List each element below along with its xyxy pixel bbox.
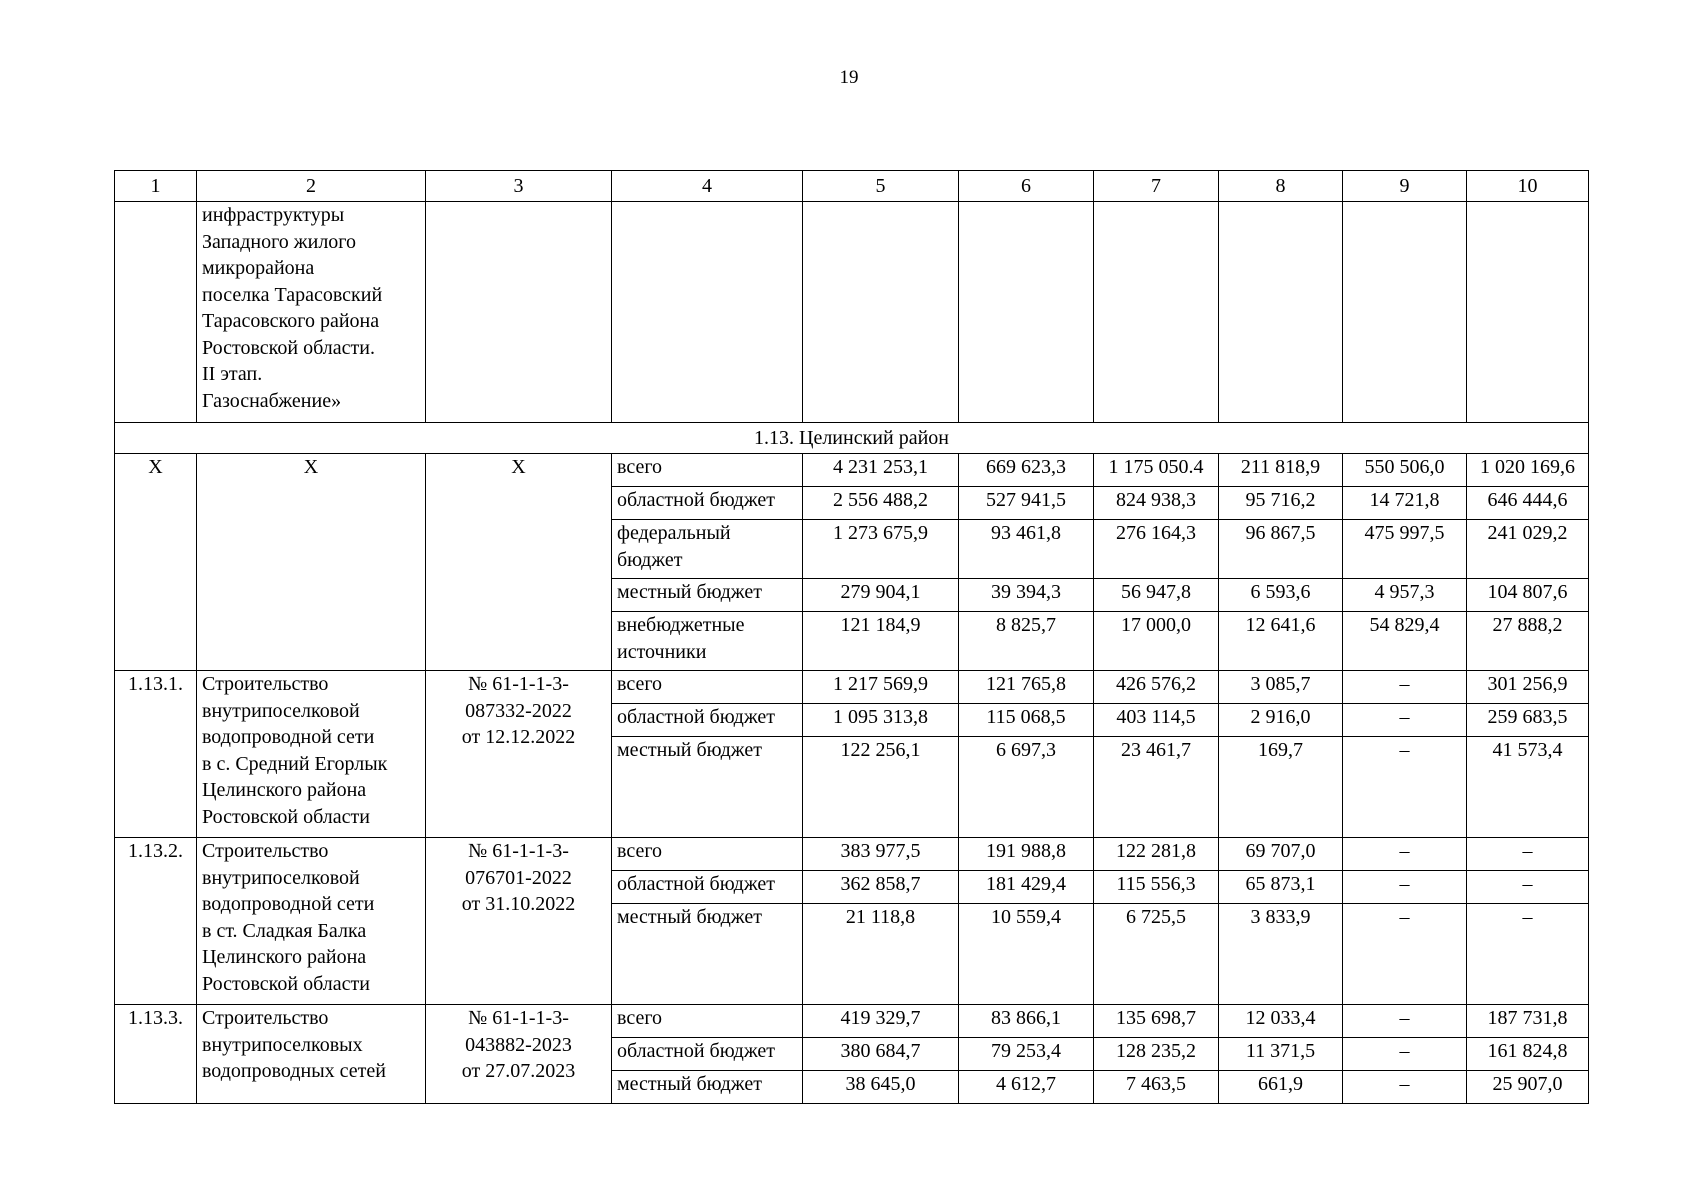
amount-cell: 65 873,1 <box>1219 871 1343 904</box>
amount-cell: 14 721,8 <box>1343 487 1467 520</box>
amount-cell: – <box>1343 1071 1467 1104</box>
funding-source: областной бюджет <box>612 871 803 904</box>
project-name: Строительство внутрипоселковой водопроводной сети в с. Средний Егорлык Целинского района Ростовской области <box>197 671 426 838</box>
column-header: 7 <box>1094 171 1219 202</box>
document-number: № 61-1-1-3- 076701-2022 от 31.10.2022 <box>426 838 612 1005</box>
amount-cell: 2 556 488,2 <box>803 487 959 520</box>
amount-cell: 128 235,2 <box>1094 1038 1219 1071</box>
amount-cell: 669 623,3 <box>959 454 1094 487</box>
amount-cell: – <box>1343 737 1467 838</box>
amount-cell: 3 085,7 <box>1219 671 1343 704</box>
funding-source: всего <box>612 454 803 487</box>
column-header: 6 <box>959 171 1094 202</box>
column-header: 3 <box>426 171 612 202</box>
amount-cell: – <box>1343 838 1467 871</box>
table-row <box>115 838 1589 871</box>
amount-cell: 241 029,2 <box>1467 520 1589 579</box>
column-header: 4 <box>612 171 803 202</box>
funding-source: внебюджетные источники <box>612 612 803 671</box>
continued-project-name: инфраструктуры Западного жилого микрорайона поселка Тарасовский Тарасовского района Ростовской области. II этап. Газоснабжение» <box>197 202 426 423</box>
amount-cell: 6 593,6 <box>1219 579 1343 612</box>
amount-cell: 259 683,5 <box>1467 704 1589 737</box>
amount-cell: 3 833,9 <box>1219 904 1343 1005</box>
amount-cell: 419 329,7 <box>803 1005 959 1038</box>
amount-cell: 25 907,0 <box>1467 1071 1589 1104</box>
budget-table <box>114 170 1589 1104</box>
funding-source: областной бюджет <box>612 487 803 520</box>
funding-source: местный бюджет <box>612 1071 803 1104</box>
amount-cell: 11 371,5 <box>1219 1038 1343 1071</box>
row-number: 1.13.2. <box>115 838 197 1005</box>
amount-cell: 191 988,8 <box>959 838 1094 871</box>
amount-cell: 115 556,3 <box>1094 871 1219 904</box>
amount-cell: 824 938,3 <box>1094 487 1219 520</box>
amount-cell: 161 824,8 <box>1467 1038 1589 1071</box>
amount-cell: 4 612,7 <box>959 1071 1094 1104</box>
amount-cell: – <box>1343 671 1467 704</box>
funding-source: федеральный бюджет <box>612 520 803 579</box>
amount-cell: 4 957,3 <box>1343 579 1467 612</box>
amount-cell: 8 825,7 <box>959 612 1094 671</box>
amount-cell: 69 707,0 <box>1219 838 1343 871</box>
project-name: X <box>197 454 426 671</box>
amount-cell: 1 095 313,8 <box>803 704 959 737</box>
amount-cell: 54 829,4 <box>1343 612 1467 671</box>
amount-cell: 1 217 569,9 <box>803 671 959 704</box>
amount-cell: 122 281,8 <box>1094 838 1219 871</box>
amount-cell: 79 253,4 <box>959 1038 1094 1071</box>
continuation-row <box>115 202 1589 423</box>
amount-cell: 187 731,8 <box>1467 1005 1589 1038</box>
funding-source: местный бюджет <box>612 737 803 838</box>
amount-cell: 301 256,9 <box>1467 671 1589 704</box>
amount-cell: – <box>1343 871 1467 904</box>
amount-cell: 122 256,1 <box>803 737 959 838</box>
funding-source: местный бюджет <box>612 904 803 1005</box>
funding-source: всего <box>612 671 803 704</box>
project-name: Строительство внутрипоселковой водопроводной сети в ст. Сладкая Балка Целинского района Ростовской области <box>197 838 426 1005</box>
amount-cell: 21 118,8 <box>803 904 959 1005</box>
amount-cell: – <box>1343 704 1467 737</box>
amount-cell: 380 684,7 <box>803 1038 959 1071</box>
funding-source: местный бюджет <box>612 579 803 612</box>
funding-source: областной бюджет <box>612 704 803 737</box>
amount-cell: 6 725,5 <box>1094 904 1219 1005</box>
amount-cell: 646 444,6 <box>1467 487 1589 520</box>
column-number-row <box>115 171 1589 202</box>
amount-cell: 7 463,5 <box>1094 1071 1219 1104</box>
amount-cell: 2 916,0 <box>1219 704 1343 737</box>
amount-cell: 12 033,4 <box>1219 1005 1343 1038</box>
amount-cell: 661,9 <box>1219 1071 1343 1104</box>
amount-cell: 527 941,5 <box>959 487 1094 520</box>
amount-cell: 279 904,1 <box>803 579 959 612</box>
column-header: 5 <box>803 171 959 202</box>
table-row <box>115 1005 1589 1038</box>
amount-cell: 39 394,3 <box>959 579 1094 612</box>
amount-cell: 12 641,6 <box>1219 612 1343 671</box>
amount-cell: 211 818,9 <box>1219 454 1343 487</box>
amount-cell: 23 461,7 <box>1094 737 1219 838</box>
row-number: X <box>115 454 197 671</box>
amount-cell: 121 184,9 <box>803 612 959 671</box>
amount-cell: 6 697,3 <box>959 737 1094 838</box>
amount-cell: 96 867,5 <box>1219 520 1343 579</box>
amount-cell: 38 645,0 <box>803 1071 959 1104</box>
amount-cell: 426 576,2 <box>1094 671 1219 704</box>
amount-cell: 83 866,1 <box>959 1005 1094 1038</box>
column-header: 8 <box>1219 171 1343 202</box>
amount-cell: 276 164,3 <box>1094 520 1219 579</box>
column-header: 2 <box>197 171 426 202</box>
amount-cell: 41 573,4 <box>1467 737 1589 838</box>
amount-cell: 181 429,4 <box>959 871 1094 904</box>
document-number: № 61-1-1-3- 087332-2022 от 12.12.2022 <box>426 671 612 838</box>
funding-source: всего <box>612 1005 803 1038</box>
amount-cell: 4 231 253,1 <box>803 454 959 487</box>
amount-cell: 95 716,2 <box>1219 487 1343 520</box>
page-number: 19 <box>839 67 859 88</box>
amount-cell: 104 807,6 <box>1467 579 1589 612</box>
row-number: 1.13.1. <box>115 671 197 838</box>
amount-cell: – <box>1467 904 1589 1005</box>
amount-cell: – <box>1343 904 1467 1005</box>
amount-cell: 169,7 <box>1219 737 1343 838</box>
amount-cell: 362 858,7 <box>803 871 959 904</box>
amount-cell: 17 000,0 <box>1094 612 1219 671</box>
amount-cell: 10 559,4 <box>959 904 1094 1005</box>
funding-source: областной бюджет <box>612 1038 803 1071</box>
document-number: № 61-1-1-3- 043882-2023 от 27.07.2023 <box>426 1005 612 1104</box>
document-number: X <box>426 454 612 671</box>
amount-cell: – <box>1467 838 1589 871</box>
section-header-row <box>115 423 1589 454</box>
funding-source: всего <box>612 838 803 871</box>
amount-cell: 550 506,0 <box>1343 454 1467 487</box>
row-number: 1.13.3. <box>115 1005 197 1104</box>
column-header: 10 <box>1467 171 1589 202</box>
amount-cell: 1 175 050.4 <box>1094 454 1219 487</box>
amount-cell: 383 977,5 <box>803 838 959 871</box>
amount-cell: 27 888,2 <box>1467 612 1589 671</box>
amount-cell: – <box>1343 1038 1467 1071</box>
table-row <box>115 454 1589 487</box>
amount-cell: 1 273 675,9 <box>803 520 959 579</box>
section-title: 1.13. Целинский район <box>115 423 1589 454</box>
amount-cell: 115 068,5 <box>959 704 1094 737</box>
amount-cell: 135 698,7 <box>1094 1005 1219 1038</box>
amount-cell: 403 114,5 <box>1094 704 1219 737</box>
column-header: 9 <box>1343 171 1467 202</box>
amount-cell: 56 947,8 <box>1094 579 1219 612</box>
amount-cell: 121 765,8 <box>959 671 1094 704</box>
column-header: 1 <box>115 171 197 202</box>
table-row <box>115 671 1589 704</box>
amount-cell: 475 997,5 <box>1343 520 1467 579</box>
amount-cell: 93 461,8 <box>959 520 1094 579</box>
amount-cell: 1 020 169,6 <box>1467 454 1589 487</box>
amount-cell: – <box>1343 1005 1467 1038</box>
project-name: Строительство внутрипоселковых водопроводных сетей <box>197 1005 426 1104</box>
amount-cell: – <box>1467 871 1589 904</box>
